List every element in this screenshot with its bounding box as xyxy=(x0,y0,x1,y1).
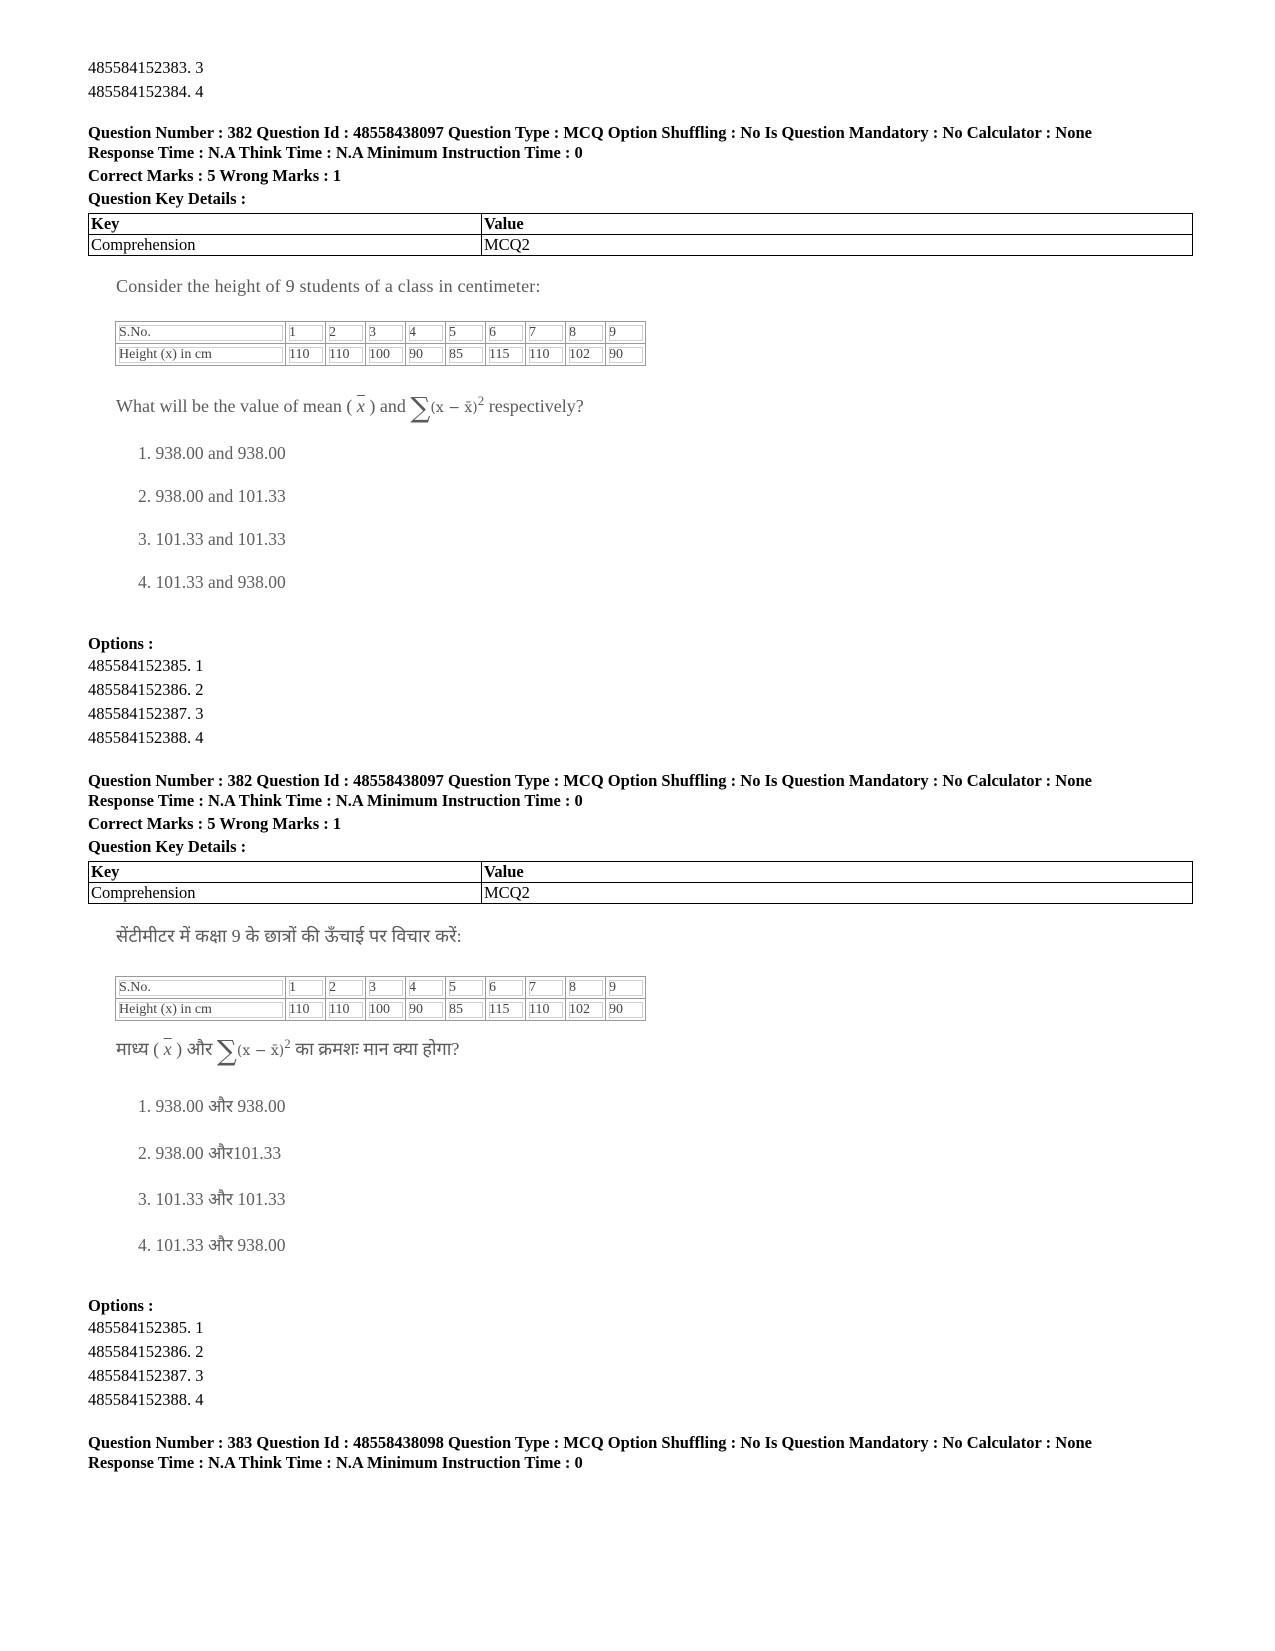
answer-choice: 2. 938.00 और101.33 xyxy=(138,1143,282,1163)
mean-symbol: $\overline{x}$ xyxy=(356,396,365,416)
options-label: Options : xyxy=(88,634,154,653)
question-header-line1: Question Number : 382 Question Id : 48558438097 Question Type : MCQ Option Shuffling : No Is Question Mandatory : No Calculator : None xyxy=(88,123,1092,142)
height-cell: 102 xyxy=(566,344,606,366)
sno-cell: 5 xyxy=(446,322,486,344)
top-options-list xyxy=(88,56,1193,104)
value-column-header: Value xyxy=(482,862,1193,883)
height-cell: 110 xyxy=(286,999,326,1021)
option-line: 485584152383. 3 xyxy=(88,58,204,77)
next-question-header xyxy=(88,1433,1193,1473)
ask-suffix: का क्रमशः मान क्या होगा? xyxy=(295,1039,460,1059)
height-cell: 100 xyxy=(366,344,406,366)
option-line: 485584152388. 4 xyxy=(88,1390,204,1409)
answer-choice: 3. 101.33 and 101.33 xyxy=(138,529,286,549)
height-cell: 90 xyxy=(606,344,646,366)
sno-cell: 6 xyxy=(486,977,526,999)
option-line: 485584152386. 2 xyxy=(88,1342,204,1361)
sno-cell: 8 xyxy=(566,322,606,344)
key-table-header-row xyxy=(89,862,1193,883)
sno-row xyxy=(116,322,646,344)
sno-cell: 1 xyxy=(286,322,326,344)
key-cell: Comprehension xyxy=(89,883,482,904)
height-cell: 100 xyxy=(366,999,406,1021)
variance-formula: (x − x̄) xyxy=(236,1043,285,1059)
key-table-row xyxy=(89,883,1193,904)
key-table-row xyxy=(89,235,1193,256)
question-header-line1: Question Number : 383 Question Id : 48558438098 Question Type : MCQ Option Shuffling : No Is Question Mandatory : No Calculator : None xyxy=(88,1433,1092,1452)
question-header-line2: Response Time : N.A Think Time : N.A Minimum Instruction Time : 0 xyxy=(88,1453,583,1472)
height-cell: 85 xyxy=(446,999,486,1021)
option-line: 485584152387. 3 xyxy=(88,704,204,723)
sno-cell: 9 xyxy=(606,977,646,999)
height-cell: 110 xyxy=(526,999,566,1021)
height-cell: 115 xyxy=(486,344,526,366)
marks-line: Correct Marks : 5 Wrong Marks : 1 xyxy=(88,166,342,185)
key-column-header: Key xyxy=(89,862,482,883)
answer-choice: 1. 938.00 and 938.00 xyxy=(138,443,286,463)
ask-suffix: respectively? xyxy=(488,396,584,416)
ask-mid: ) and xyxy=(369,396,406,416)
height-cell: 110 xyxy=(526,344,566,366)
formula-power: 2 xyxy=(477,393,485,408)
sno-cell: 7 xyxy=(526,977,566,999)
option-line: 485584152386. 2 xyxy=(88,680,204,699)
question-image xyxy=(88,904,1193,1286)
sno-cell: 9 xyxy=(606,322,646,344)
option-line: 485584152385. 1 xyxy=(88,656,204,675)
sno-cell: 3 xyxy=(366,977,406,999)
height-label: Height (x) in cm xyxy=(116,999,286,1021)
sno-label: S.No. xyxy=(116,322,286,344)
sno-cell: 2 xyxy=(326,322,366,344)
height-table xyxy=(115,976,646,1021)
key-cell: Comprehension xyxy=(89,235,482,256)
option-line: 485584152384. 4 xyxy=(88,82,204,101)
height-cell: 110 xyxy=(326,344,366,366)
mean-symbol: $\overline{x}$ xyxy=(163,1039,172,1059)
key-details-label: Question Key Details : xyxy=(88,837,247,856)
sno-cell: 8 xyxy=(566,977,606,999)
question-intro: Consider the height of 9 students of a class in centimeter: xyxy=(116,276,541,296)
sno-cell: 6 xyxy=(486,322,526,344)
options-label: Options : xyxy=(88,1296,154,1315)
option-line: 485584152388. 4 xyxy=(88,728,204,747)
sno-cell: 5 xyxy=(446,977,486,999)
key-details-table xyxy=(88,213,1193,256)
question-header-line2: Response Time : N.A Think Time : N.A Minimum Instruction Time : 0 xyxy=(88,143,583,162)
key-details-label: Question Key Details : xyxy=(88,189,247,208)
sno-cell: 4 xyxy=(406,322,446,344)
sno-cell: 3 xyxy=(366,322,406,344)
question-ask xyxy=(116,391,584,424)
answer-choice: 2. 938.00 and 101.33 xyxy=(138,486,286,506)
height-row xyxy=(116,999,646,1021)
height-cell: 110 xyxy=(286,344,326,366)
option-line: 485584152385. 1 xyxy=(88,1318,204,1337)
value-cell: MCQ2 xyxy=(482,235,1193,256)
question-header-line2: Response Time : N.A Think Time : N.A Minimum Instruction Time : 0 xyxy=(88,791,583,810)
question-header-line1: Question Number : 382 Question Id : 48558438097 Question Type : MCQ Option Shuffling : No Is Question Mandatory : No Calculator : None xyxy=(88,771,1092,790)
answer-choice: 4. 101.33 and 938.00 xyxy=(138,572,286,592)
answer-choice: 1. 938.00 और 938.00 xyxy=(138,1096,286,1116)
option-line: 485584152387. 3 xyxy=(88,1366,204,1385)
answer-choice: 3. 101.33 और 101.33 xyxy=(138,1189,286,1209)
sno-cell: 1 xyxy=(286,977,326,999)
document-page xyxy=(88,56,1193,1473)
sno-cell: 7 xyxy=(526,322,566,344)
sno-row xyxy=(116,977,646,999)
ask-mid: ) और xyxy=(176,1039,213,1059)
ask-prefix: What will be the value of mean ( xyxy=(116,396,353,416)
sigma-symbol: ∑ xyxy=(410,391,431,424)
height-cell: 102 xyxy=(566,999,606,1021)
height-row xyxy=(116,344,646,366)
height-cell: 85 xyxy=(446,344,486,366)
value-column-header: Value xyxy=(482,214,1193,235)
question-intro: सेंटीमीटर में कक्षा 9 के छात्रों की ऊँचाई पर विचार करें: xyxy=(116,926,462,946)
ask-prefix: माध्य ( xyxy=(116,1039,160,1059)
marks-line: Correct Marks : 5 Wrong Marks : 1 xyxy=(88,814,342,833)
question-block-hindi xyxy=(88,771,1193,1412)
key-details-table xyxy=(88,861,1193,904)
height-table xyxy=(115,321,646,366)
question-image xyxy=(88,256,1193,626)
height-label: Height (x) in cm xyxy=(116,344,286,366)
key-column-header: Key xyxy=(89,214,482,235)
question-block-english xyxy=(88,123,1193,750)
key-table-header-row xyxy=(89,214,1193,235)
answer-choice: 4. 101.33 और 938.00 xyxy=(138,1235,286,1255)
height-cell: 115 xyxy=(486,999,526,1021)
formula-power: 2 xyxy=(284,1036,291,1051)
sno-cell: 2 xyxy=(326,977,366,999)
value-cell: MCQ2 xyxy=(482,883,1193,904)
height-cell: 90 xyxy=(406,344,446,366)
height-cell: 90 xyxy=(406,999,446,1021)
variance-formula: (x − x̄) xyxy=(430,400,478,416)
height-cell: 90 xyxy=(606,999,646,1021)
sno-label: S.No. xyxy=(116,977,286,999)
sigma-symbol: ∑ xyxy=(216,1034,237,1067)
sno-cell: 4 xyxy=(406,977,446,999)
height-cell: 110 xyxy=(326,999,366,1021)
question-ask xyxy=(116,1034,459,1067)
